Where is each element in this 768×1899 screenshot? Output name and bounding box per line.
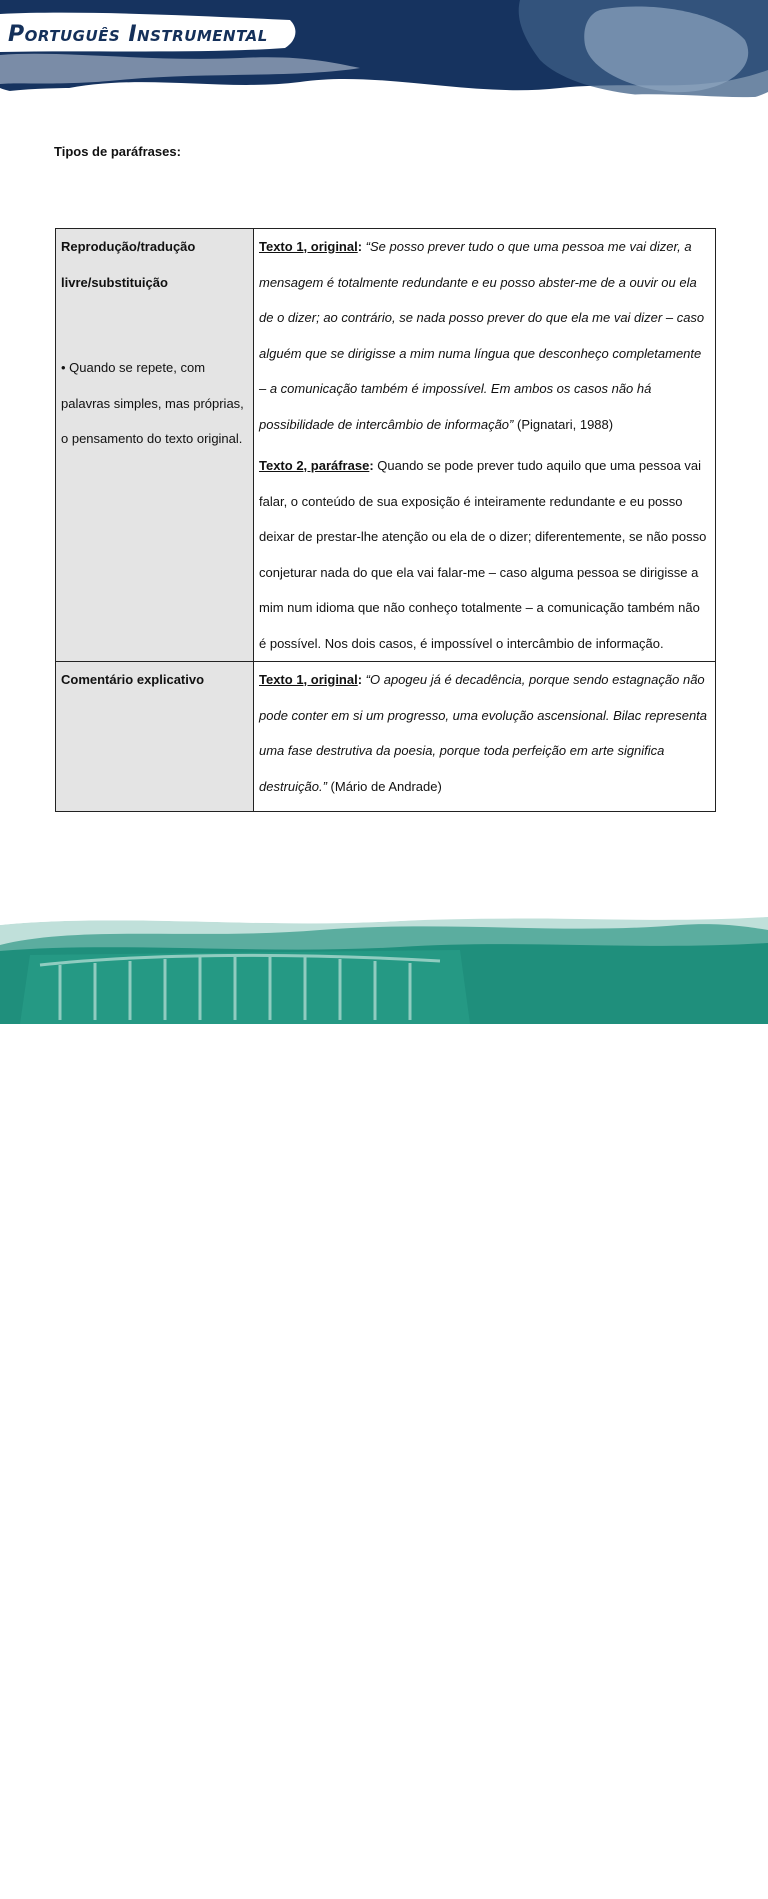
cead-logo-icon: ◐ [561,1879,570,1895]
table-row [56,662,716,812]
envelope-icon: ✉ [505,1878,517,1895]
row-label-cell [56,662,254,812]
row-label-cell [56,229,254,662]
unb-logo-text: UnB [524,1879,554,1895]
text-body: “Se posso prever tudo o que uma pessoa me vai dizer, a mensagem é totalmente redundante e eu posso abster-me de a ouvir ou ela de o dizer; ao contrário, se nada posso prever do que ela me vai dizer – caso alguém que se dirigisse a mim numa língua que desconheço completamente – a comunicação também é impossível. Em ambos os casos não há possibilidade de intercâmbio de informação” [259,239,705,432]
text-body: “O apogeu já é decadência, porque sendo estagnação não pode conter em si um progresso, uma evolução ascensional. Bilac representa uma fase destrutiva da poesia, porque toda perfeição em arte significa destruição.” [259,672,708,794]
header-banner [0,0,768,130]
text-citation: (Mário de Andrade) [326,778,442,794]
table-row [56,229,716,662]
text-block [259,662,710,804]
row-label: Comentário explicativo [61,672,205,687]
row-label: Reprodução/tradução livre/substituição [61,239,196,290]
row-content-cell [254,662,716,812]
cead-logo-text: CEAD [577,1879,618,1895]
uab-logo-text: UNIVERSIDADE ABERTA DO BRASIL [640,1875,694,1898]
text-citation: (Pignatari, 1988) [513,416,614,432]
text-colon: : [369,458,374,473]
text-heading: Texto 2, paráfrase [259,458,370,473]
paraphrase-table [55,228,716,812]
text-colon: : [357,672,363,687]
footer-brush-art [0,895,768,1024]
text-block [259,229,710,442]
text-block [259,448,710,661]
uab-logo-icon: ∂ [625,1879,633,1895]
institution-logos [505,1875,694,1899]
row-content-cell [254,229,716,662]
text-body: Quando se pode prever tudo aquilo que uma pessoa vai falar, o conteúdo de sua exposição é inteiramente redundante e eu posso deixar de prestar-lhe atenção ou ela de o dizer; diferentemente, se não posso conjeturar nada do que ela vai falar-me – caso alguma pessoa se dirigisse a mim num idioma que não conheço totalmente – a comunicação também não é possível. Nos dois casos, é impossível o intercâmbio de informação. [259,458,707,651]
text-heading: Texto 1, original [259,239,358,254]
header-brush-art [0,0,768,130]
section-subtitle: Tipos de paráfrases: [54,144,181,159]
page-title: Português Instrumental [8,22,268,47]
row-description: • Quando se repete, com palavras simples, mas próprias, o pensamento do texto original. [61,360,244,446]
text-colon: : [357,239,363,254]
footer-banner [0,895,768,1898]
text-heading: Texto 1, original [259,672,358,687]
